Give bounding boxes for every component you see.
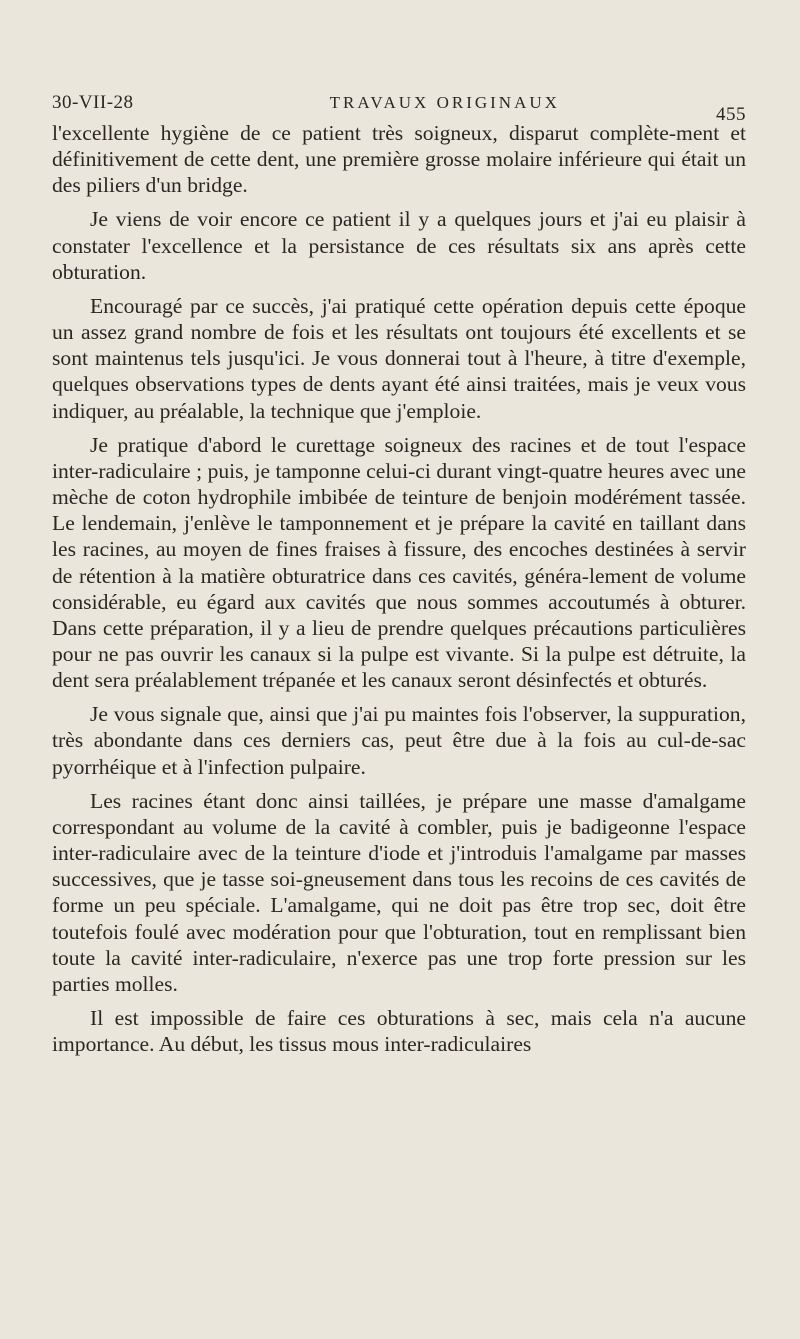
paragraph: Encouragé par ce succès, j'ai pratiqué cette opération depuis cette époque un assez grand nombre de fois et les résultats ont toujours été excellents et se sont maintenus tels jusqu'ici. Je vous donnerai tout à l'heure, à titre d'exemple, quelques observations types de dents ayant été ainsi traitées, mais je veux vous indiquer, au préalable, la technique que j'emploie.	[52, 293, 746, 423]
running-header	[52, 92, 746, 125]
header-date: 30-VII-28	[52, 92, 134, 113]
paragraph: l'excellente hygiène de ce patient très soigneux, disparut complète-ment et définitivement de cette dent, une première grosse molaire inférieure qui était un des piliers d'un bridge.	[52, 121, 746, 198]
paragraph: Je vous signale que, ainsi que j'ai pu maintes fois l'observer, la suppuration, très abondante dans ces derniers cas, peut être due à la fois au cul-de-sac pyorrhéique et à l'infection pulpaire.	[52, 702, 746, 779]
header-title: TRAVAUX ORIGINAUX	[329, 93, 560, 112]
paragraph: Il est impossible de faire ces obturations à sec, mais cela n'a aucune importance. Au début, les tissus mous inter-radiculaires	[52, 1006, 746, 1057]
page-body	[52, 120, 746, 1057]
paragraph: Je viens de voir encore ce patient il y a quelques jours et j'ai eu plaisir à constater l'excellence et la persistance de ces résultats six ans après cette obturation.	[52, 207, 746, 284]
paragraph: Je pratique d'abord le curettage soigneux des racines et de tout l'espace inter-radiculaire ; puis, je tamponne celui-ci durant vingt-quatre heures avec une mèche de coton hydrophile imbibée de teinture de benjoin modérément tassée. Le lendemain, j'enlève le tamponnement et je prépare la cavité en taillant dans les racines, au moyen de fines fraises à fissure, des encoches destinées à servir de rétention à la matière obturatrice dans ces cavités, généra-lement de volume considérable, eu égard aux cavités que nous sommes accoutumés à obturer. Dans cette préparation, il y a lieu de prendre quelques précautions particulières pour ne pas ouvrir les canaux si la pulpe est vivante. Si la pulpe est détruite, la dent sera préalablement trépanée et les canaux seront désinfectés et obturés.	[52, 432, 746, 693]
paragraph: Les racines étant donc ainsi taillées, je prépare une masse d'amalgame correspondant au volume de la cavité à combler, puis je badigeonne l'espace inter-radiculaire avec de la teinture d'iode et j'introduis l'amalgame par masses successives, que je tasse soi-gneusement dans tous les recoins de ces cavités de forme un peu spéciale. L'amalgame, qui ne doit pas être trop sec, doit être toutefois foulé avec modération pour que l'obturation, tout en remplissant bien toute la cavité inter-radiculaire, n'exerce pas une trop forte pression sur les parties molles.	[52, 788, 746, 996]
page-number: 455	[715, 104, 746, 125]
